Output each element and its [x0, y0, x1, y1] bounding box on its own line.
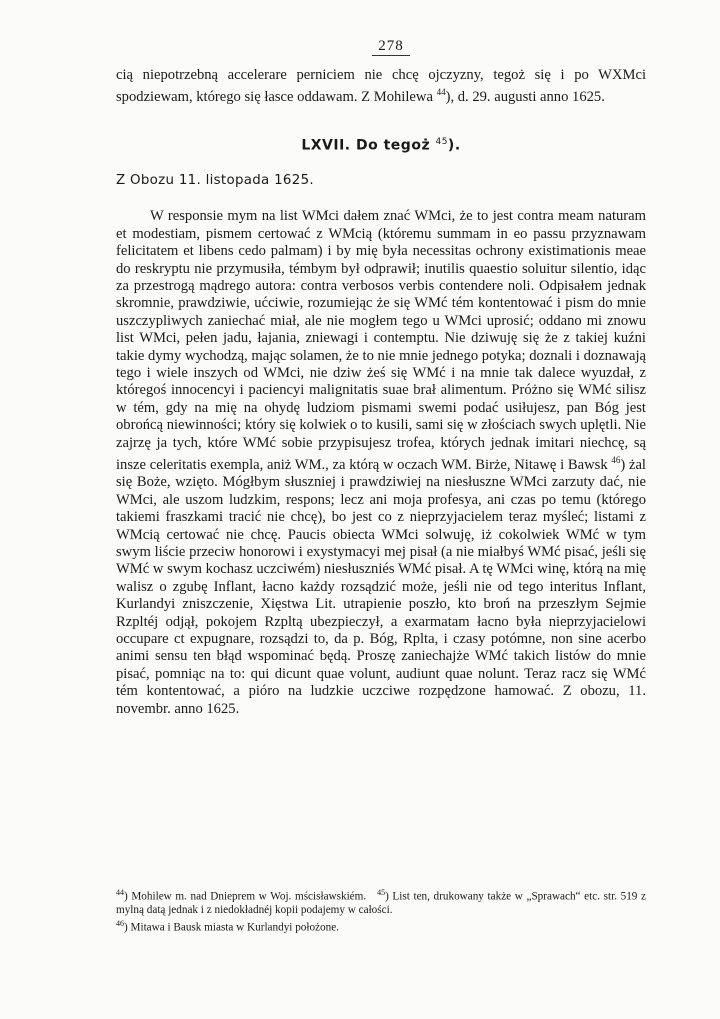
footnote-ref-46: 46 — [611, 455, 621, 466]
footnote-46: $^{46}$) Mitawa i Bausk miasta w Kurlandyi położone. — [116, 919, 340, 934]
footnote-ref-45: 45 — [435, 136, 448, 147]
letter-title: LXVII. Do tegoż $^{45}$). — [301, 136, 461, 154]
letter-dateline: Z Obozu 11. listopada 1625. — [116, 173, 314, 189]
footnote-44-45: $^{44}$) Mohilew m. nad Dnieprem w Woj. mścisławskiém. $^{45}$) List ten, drukowany także w „Sprawach“ etc. str. 519 z mylną datą jednak i z niedokładnéj kopii podajemy w całości. — [116, 888, 647, 916]
continuation-paragraph: cią niepotrzebną accelerare perniciem nie chcę ojczyzny, tegoż się i po WXMci spodziewam, którego się łasce oddawam. Z Mohilewa $^{44}$), d. 29. augusti anno 1625. — [116, 67, 646, 106]
footnotes — [116, 886, 646, 935]
page-content — [116, 38, 646, 718]
footnote-ref-44: 44 — [436, 87, 446, 98]
page-number: 278 — [136, 38, 646, 55]
letter-body: W responsie mym na list WMci dałem znać WMci, że to jest contra meam naturam et modestiam, pismem certować z WMcią (któremu summam in eo passu przyznawam felicitatem et libens cedo palmam) i by mię była necessitas ochrony existimationis meae do reskryptu nie przymusiła, témbym był odprawił; inutilis quaestio soluitur silentio, idąc za przestrogą mądrego autora: contra verbosos verbis contendere noli. Odpisałem jednak skromnie, prawdziwie, ućciwie, rozumiejąc że się WMć tém kontentować i pism do mnie uszczypliwych zaniechać miał, ale nie mogłem tego u WMci uprosić; oddano mi znowu list WMci, pełen jadu, łajania, zniewagi i contemptu. Nie dziwuję się że z takiej kuźni takie dymy wychodzą, mając solamen, że to nie mnie jednego potyka; doznali i doznawają tego i wiele inszych od WMci, nie dziw żeś się WMć i na mnie tak dalece wyuzdał, z któregoś innocencyi i paciencyi malignitatis suae brał alimentum. Próżno się WMć silisz w tém, gdy na mię na ohydę ludziom pismami swemi podać usiłujesz, pan Bóg jest obrońcą niewinności; który się kolwiek o to kusili, sami się w złościach swych uplętli. Nie zajrzę ja tych, które WMć sobie przypisujesz trofea, których jednak imitari niechcę, są insze celeritatis exempla, aniż WM., za którą w oczach WM. Birże, Nitawę i Bawsk $^{46}$) żal się Boże, wzięto. Mógłbym słuszniej i prawdziwiej na niesłuszne WMci zarzuty dać, nie WMci, ale uszom ludzkim, respons; lecz ani moja profesya, ani czas po temu (którego takiemi fraszkami tracić nie chcę), bo jest co z nieprzyjacielem teraz myśleć; listami z WMcią certować nie chcę. Paucis obiecta WMci solwuję, iż cokolwiek WMć w tym swym liście przeciw honorowi i exystymacyi mej pisał (a nie miałbyś WMć pisać, jeśli się WMć w swym kochasz uczciwém) niesłuszniés WMć pisał. A tę WMci winę, którą na mię walisz o zgubę Inflant, łacno każdy rozsądzić może, jeśli nie od tego interitus Inflant, Kurlandyi zniszczenie, Xięstwa Lit. utrapienie poszło, kto broń na przeszłym Sejmie Rzpltéj odjął, pokojem Rzpltą ubezpieczył, a exarmatam łacno była nieprzyjacielowi occupare ct expugnare, rozsądzi to, da p. Bóg, Rplta, i czasy potómne, non sine acerbo animi sensu ten błąd wspominać będą. Proszę zaniechajże WMć takich listów do mnie pisać, pomniąc na to: qui dicunt quae volunt, audiunt quae nolunt. Teraz racz się WMć tém kontentować, a pióro na ludzkie uczciwe rozpędzone hamować. Z obozu, 11. novembr. anno 1625. — [116, 208, 646, 717]
